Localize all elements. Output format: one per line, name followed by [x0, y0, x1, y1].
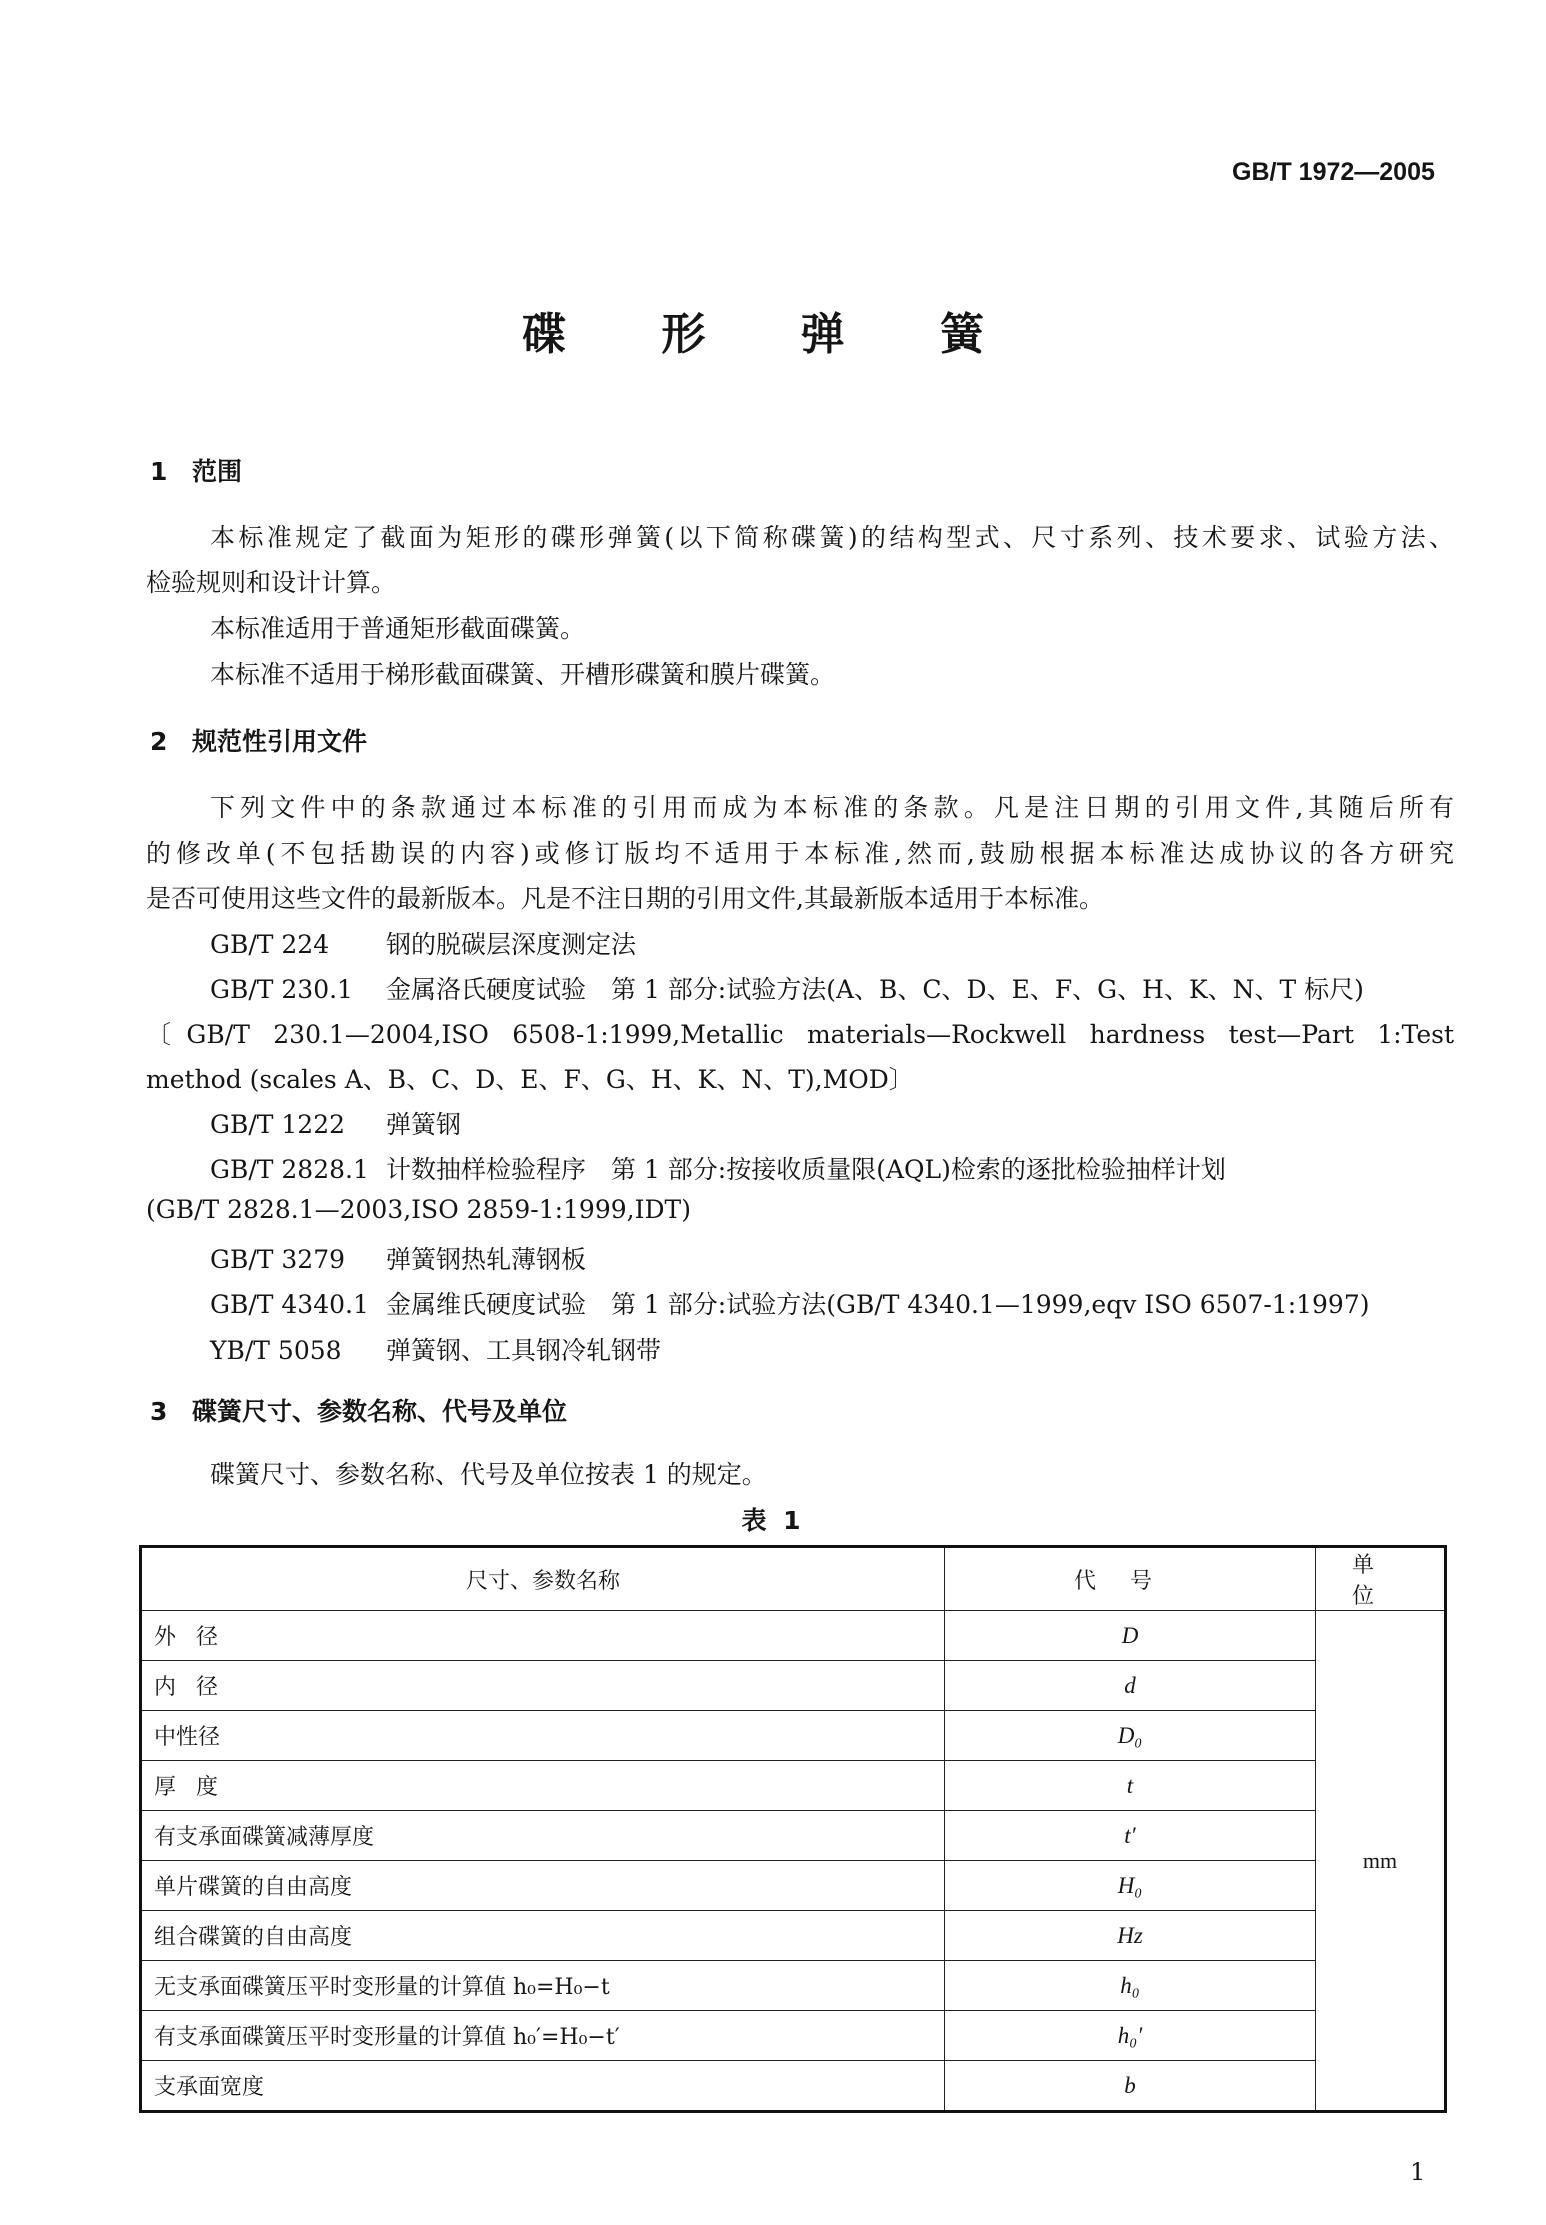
ref-title: 计数抽样检验程序 第 1 部分:按接收质量限(AQL)检索的逐批检验抽样计划: [386, 1155, 1226, 1184]
table-row: [141, 2061, 1446, 2112]
cell-name: 组合碟簧的自由高度: [141, 1911, 945, 1961]
ref-code: GB/T 224: [210, 930, 330, 959]
s1-para2: 本标准适用于普通矩形截面碟簧。: [210, 614, 586, 643]
section-title: 碟簧尺寸、参数名称、代号及单位: [192, 1397, 568, 1426]
table-1: [139, 1545, 1447, 2113]
table-row: [141, 1761, 1446, 1811]
cell-name: 单片碟簧的自由高度: [141, 1861, 945, 1911]
cell-code: t: [945, 1761, 1316, 1811]
standard-number: GB/T 1972—2005: [1232, 158, 1435, 186]
cell-code: D₀: [945, 1711, 1316, 1761]
ref-title: 钢的脱碳层深度测定法: [386, 930, 637, 959]
cell-code: d: [945, 1661, 1316, 1711]
table-row: [141, 1661, 1446, 1711]
section-2-heading: [150, 722, 367, 758]
ref-item: [210, 1331, 661, 1367]
ref-code: GB/T 4340.1: [210, 1290, 369, 1319]
s2-intro-line1: 下列文件中的条款通过本标准的引用而成为本标准的条款。凡是注日期的引用文件,其随后所有: [210, 793, 1454, 822]
section-title: 范围: [192, 457, 243, 486]
cell-code: Hz: [945, 1911, 1316, 1961]
section-number: 2: [150, 727, 168, 756]
section-3-heading: [150, 1392, 567, 1428]
ref-item: [210, 925, 636, 961]
cell-code: h₀: [945, 1961, 1316, 2011]
s1-para3: 本标准不适用于梯形截面碟簧、开槽形碟簧和膜片碟簧。: [210, 660, 836, 689]
ref-item: [210, 1150, 1226, 1186]
table-caption: 表 1: [741, 1506, 805, 1535]
s1-para1-line1: 本标准规定了截面为矩形的碟形弹簧(以下简称碟簧)的结构型式、尺寸系列、技术要求、试验方法、: [210, 523, 1454, 552]
cell-name: 无支承面碟簧压平时变形量的计算值 h₀=H₀−t: [141, 1961, 945, 2011]
cell-name: 支承面宽度: [141, 2061, 945, 2112]
header-name: 尺寸、参数名称: [141, 1547, 945, 1611]
ref-continuation: 〔GB/T 230.1—2004,ISO 6508-1:1999,Metallic materials—Rockwell hardness test—Part 1:Test: [146, 1020, 1454, 1049]
s2-intro-line3: 是否可使用这些文件的最新版本。凡是不注日期的引用文件,其最新版本适用于本标准。: [146, 884, 1104, 913]
ref-continuation: method (scales A、B、C、D、E、F、G、H、K、N、T),MOD〕: [146, 1065, 914, 1094]
s2-intro-line2: 的修改单(不包括勘误的内容)或修订版均不适用于本标准,然而,鼓励根据本标准达成协议的各方研究: [146, 839, 1454, 868]
ref-item: [210, 970, 1364, 1006]
section-number: 3: [150, 1397, 168, 1426]
table-row: [141, 1611, 1446, 1661]
page-title: 碟 形 弹 簧: [522, 309, 1024, 360]
table-row: [141, 1961, 1446, 2011]
ref-title: 弹簧钢: [386, 1110, 462, 1139]
table-row: [141, 1811, 1446, 1861]
cell-code: t′: [945, 1811, 1316, 1861]
ref-code: GB/T 2828.1: [210, 1155, 369, 1184]
cell-unit: mm: [1316, 1611, 1446, 2112]
ref-item: [210, 1240, 586, 1276]
section-1-heading: [150, 452, 242, 488]
ref-item: [210, 1105, 461, 1141]
ref-code: YB/T 5058: [210, 1336, 342, 1365]
ref-code: GB/T 3279: [210, 1245, 346, 1274]
cell-code: D: [945, 1611, 1316, 1661]
table-row: [141, 1911, 1446, 1961]
s3-para1: 碟簧尺寸、参数名称、代号及单位按表 1 的规定。: [210, 1460, 767, 1489]
cell-code: H₀: [945, 1861, 1316, 1911]
section-title: 规范性引用文件: [192, 727, 368, 756]
page-number: 1: [1410, 2158, 1426, 2186]
cell-name: 有支承面碟簧减薄厚度: [141, 1811, 945, 1861]
header-unit: 单位: [1316, 1547, 1446, 1611]
ref-code: GB/T 1222: [210, 1110, 346, 1139]
cell-name: 内径: [141, 1661, 945, 1711]
header-code: 代号: [945, 1547, 1316, 1611]
ref-title: 金属洛氏硬度试验 第 1 部分:试验方法(A、B、C、D、E、F、G、H、K、N、T 标尺): [386, 975, 1364, 1004]
ref-title: 弹簧钢热轧薄钢板: [386, 1245, 587, 1274]
cell-name: 有支承面碟簧压平时变形量的计算值 h₀′=H₀−t′: [141, 2011, 945, 2061]
cell-name: 外径: [141, 1611, 945, 1661]
table-row: [141, 1711, 1446, 1761]
ref-code: GB/T 230.1: [210, 975, 353, 1004]
section-number: 1: [150, 457, 168, 486]
s1-para1-line2: 检验规则和设计计算。: [146, 568, 397, 597]
table-row: [141, 2011, 1446, 2061]
cell-name: 中性径: [141, 1711, 945, 1761]
ref-item: [210, 1285, 1370, 1321]
cell-code: h₀′: [945, 2011, 1316, 2061]
ref-title: 金属维氏硬度试验 第 1 部分:试验方法(GB/T 4340.1—1999,eqv ISO 6507-1:1997): [386, 1290, 1370, 1319]
ref-title: 弹簧钢、工具钢冷轧钢带: [386, 1336, 662, 1365]
cell-code: b: [945, 2061, 1316, 2112]
table-header-row: [141, 1547, 1446, 1611]
cell-name: 厚度: [141, 1761, 945, 1811]
table-row: [141, 1861, 1446, 1911]
ref-continuation: (GB/T 2828.1—2003,ISO 2859-1:1999,IDT): [146, 1195, 691, 1224]
